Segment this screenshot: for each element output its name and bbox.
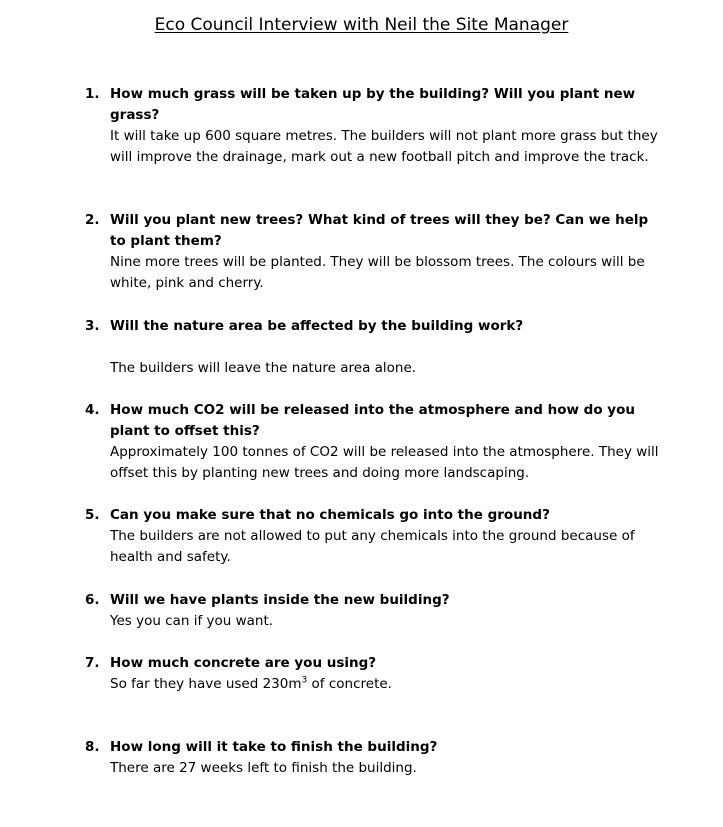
question-number: 5.: [85, 507, 100, 523]
answer-text: The builders are not allowed to put any chemicals into the ground because of health and safety.: [110, 528, 635, 565]
question-number: 8.: [85, 739, 100, 755]
question-text: Will we have plants inside the new building?: [110, 592, 450, 608]
answer-text: There are 27 weeks left to finish the building.: [110, 760, 417, 776]
answer-text: Approximately 100 tonnes of CO2 will be released into the atmosphere. They will offset this by planting new trees and doing more landscaping.: [110, 444, 659, 481]
question-number: 2.: [85, 212, 100, 228]
question-number: 6.: [85, 592, 100, 608]
question-text: Will you plant new trees? What kind of trees will they be? Can we help to plant them?: [110, 212, 649, 249]
question-text: Can you make sure that no chemicals go into the ground?: [110, 507, 550, 523]
answer-text: Yes you can if you want.: [110, 613, 274, 629]
question-number: 1.: [85, 86, 100, 102]
answer-text: Nine more trees will be planted. They will be blossom trees. The colours will be white, pink and cherry.: [110, 254, 645, 291]
question-text: How long will it take to finish the building?: [110, 739, 438, 755]
answer-text: It will take up 600 square metres. The builders will not plant more grass but they will improve the drainage, mark out a new football pitch and improve the track.: [110, 128, 658, 165]
answer-text-part: of concrete.: [307, 676, 392, 692]
question-number: 3.: [85, 318, 100, 334]
answer-text: The builders will leave the nature area alone.: [110, 360, 417, 376]
answer-text: [110, 674, 670, 695]
question-text: How much CO2 will be released into the atmosphere and how do you plant to offset this?: [110, 402, 635, 439]
answer-text-part: So far they have used 230m: [110, 676, 302, 692]
question-text: How much grass will be taken up by the building? Will you plant new grass?: [110, 86, 636, 123]
question-number: 7.: [85, 655, 100, 671]
superscript-three: 3: [301, 675, 308, 686]
question-number: 4.: [85, 402, 100, 418]
question-text: How much concrete are you using?: [110, 655, 377, 671]
question-text: Will the nature area be affected by the building work?: [110, 318, 524, 334]
page-title: Eco Council Interview with Neil the Site Manager: [154, 15, 569, 35]
